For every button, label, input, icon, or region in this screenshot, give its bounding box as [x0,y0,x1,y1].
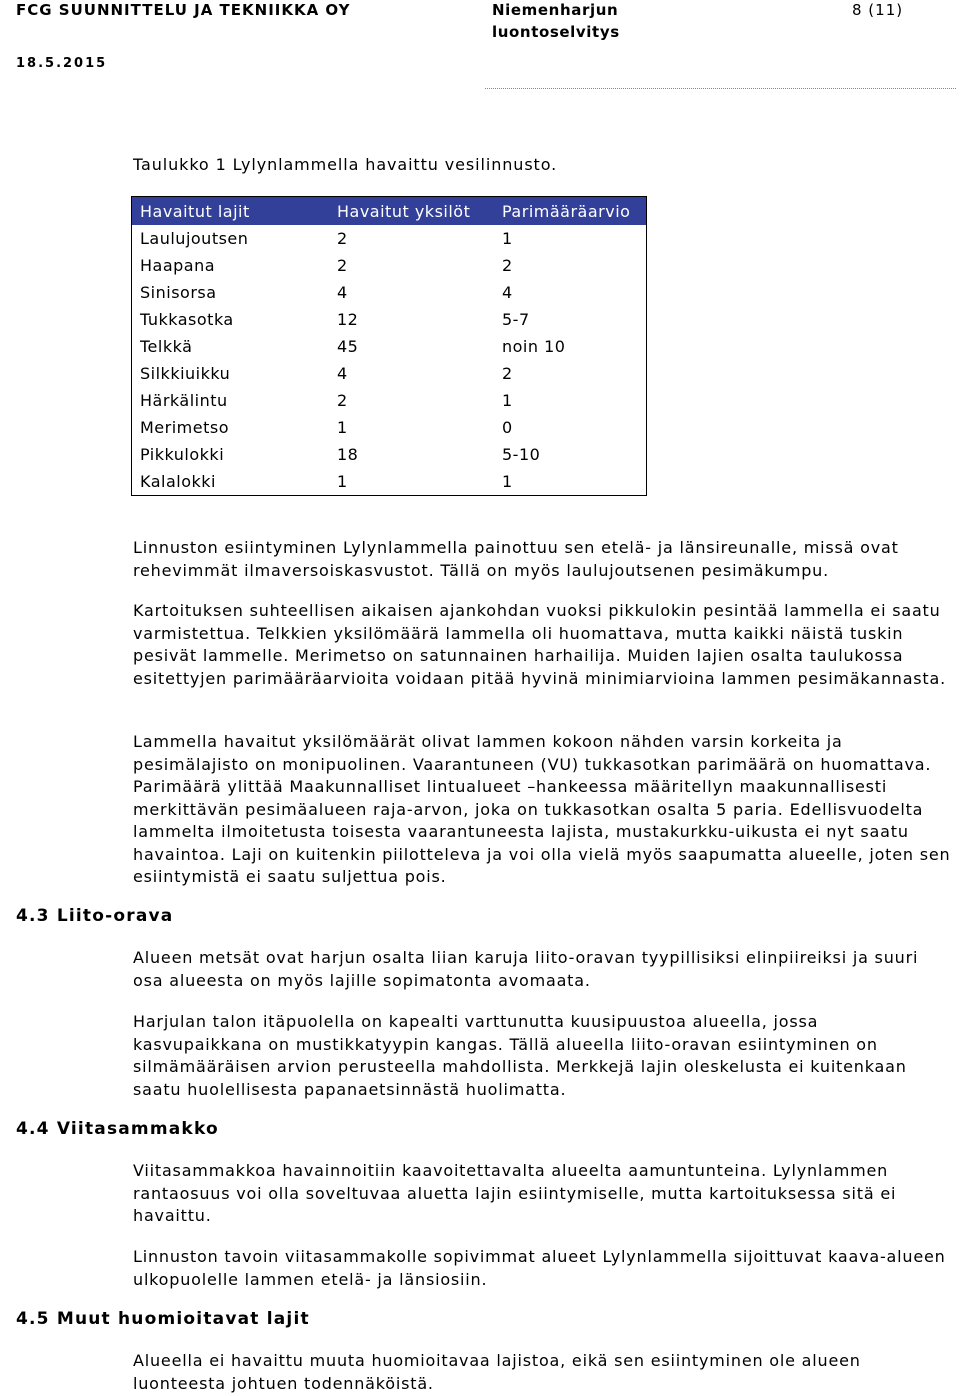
cell-species: Haapana [140,256,216,275]
table-row [132,225,647,252]
document-title-line2: luontoselvitys [492,23,620,41]
cell-individuals: 1 [337,418,348,437]
column-header-individuals: Havaitut yksilöt [329,197,494,226]
cell-individuals: 12 [337,310,359,329]
cell-pairs: 4 [502,283,513,302]
company-name: FCG SUUNNITTELU JA TEKNIIKKA OY [16,1,351,19]
cell-pairs: 2 [502,364,513,383]
paragraph-other-species: Alueella ei havaittu muuta huomioitavaa lajistoa, eikä sen esiintyminen ole alueen luonteesta johtuen todennäköistä. [133,1351,861,1393]
section-heading-moor-frog: 4.4 Viitasammakko [16,1119,219,1139]
column-header-pairs: Parimääräarvio [494,197,647,226]
cell-individuals: 45 [337,337,359,356]
table-row [132,306,647,333]
cell-species: Telkkä [140,337,193,356]
cell-pairs: noin 10 [502,337,566,356]
table-row [132,279,647,306]
table-row [132,252,647,279]
cell-individuals: 2 [337,256,348,275]
paragraph-moor-frog-survey: Viitasammakkoa havainnoitiin kaavoitettavalta alueelta aamuntunteina. Lylynlammen rantaosuus voi olla soveltuvaa aluetta lajin esiintymiselle, mutta kartoituksessa sitä ei havaittu. [133,1161,897,1225]
document-title-line1: Niemenharjun [492,1,619,19]
table-caption: Taulukko 1 Lylynlammella havaittu vesilinnusto. [133,155,558,174]
document-date: 18.5.2015 [16,56,108,71]
table-row [132,414,647,441]
column-header-species: Havaitut lajit [132,197,330,226]
paragraph-bird-abundance: Lammella havaitut yksilömäärät olivat lammen kokoon nähden varsin korkeita ja pesimälajisto on monipuolinen. Vaarantuneen (VU) tukkasotkan parimäärä on huomattava. Parimäärä ylittää Maakunnalliset lintualueet –hankeessa määritellyn maakunnallisesti merkittävän pesimäalueen raja-arvon, joka on tukkasotkan osalta 5 paria. Edellisvuodelta lammelta ilmoitetusta toisesta vaarantuneesta lajista, mustakurkku-uikusta ei nyt saatu havaintoa. Laji on kuitenkin piilotteleva ja voi olla vielä myös saapumatta alueelle, joten sen esiintymistä ei saatu suljettua pois. [133,732,951,886]
cell-pairs: 5-7 [502,310,530,329]
header-divider [485,88,956,89]
cell-species: Laulujoutsen [140,229,249,248]
cell-individuals: 2 [337,391,348,410]
table-row [132,360,647,387]
paragraph-flying-squirrel-survey: Harjulan talon itäpuolella on kapealti varttunutta kuusipuustoa alueella, jossa kasvupaikkana on mustikkatyypin kangas. Tällä alueella liito-oravan esiintyminen on silmämääräisen arvion perusteella mahdollista. Merkkejä lajin oleskelusta ei kuitenkaan saatu huolellisesta papanaetsinnästä huolimatta. [133,1012,907,1099]
cell-species: Sinisorsa [140,283,217,302]
cell-species: Kalalokki [140,472,216,491]
cell-pairs: 2 [502,256,513,275]
cell-individuals: 18 [337,445,359,464]
section-heading-flying-squirrel: 4.3 Liito-orava [16,906,174,926]
cell-pairs: 1 [502,391,513,410]
table-row [132,441,647,468]
document-title [492,0,620,44]
paragraph-bird-distribution: Linnuston esiintyminen Lylynlammella painottuu sen etelä- ja länsireunalle, missä ovat rehevimmät ilmaversoiskasvustot. Tällä on myös laulujoutsenen pesimäkumpu. [133,538,899,580]
cell-pairs: 1 [502,472,513,491]
paragraph-survey-timing: Kartoituksen suhteellisen aikaisen ajankohdan vuoksi pikkulokin pesintää lammella ei saatu varmistettua. Telkkien yksilömäärä lammella oli huomattava, mutta kaikki näistä tuskin pesivät lammelle. Merimetso on satunnainen harhailija. Muiden lajien osalta taulukossa esitettyjen parimääräarvioita voidaan pitää hyvinä minimiarvioina lammen pesimäkannasta. [133,601,947,688]
table-row [132,468,647,496]
bird-table [131,196,647,496]
cell-species: Merimetso [140,418,229,437]
cell-individuals: 1 [337,472,348,491]
section-heading-other-species: 4.5 Muut huomioitavat lajit [16,1309,310,1329]
cell-pairs: 5-10 [502,445,541,464]
cell-individuals: 2 [337,229,348,248]
table-header-row [132,197,647,226]
cell-individuals: 4 [337,283,348,302]
cell-species: Pikkulokki [140,445,225,464]
paragraph-moor-frog-areas: Linnuston tavoin viitasammakolle sopivimmat alueet Lylynlammella sijoittuvat kaava-alueen ulkopuolelle lammen etelä- ja länsiosiin. [133,1247,946,1289]
cell-pairs: 1 [502,229,513,248]
table-row [132,387,647,414]
paragraph-flying-squirrel-habitat: Alueen metsät ovat harjun osalta liian karuja liito-oravan tyypillisiksi elinpiireiksi ja suuri osa alueesta on myös lajille sopimatonta avomaata. [133,948,919,990]
cell-species: Silkkiuikku [140,364,231,383]
cell-species: Tukkasotka [140,310,234,329]
cell-pairs: 0 [502,418,513,437]
cell-individuals: 4 [337,364,348,383]
table-row [132,333,647,360]
page-number: 8 (11) [852,1,904,19]
cell-species: Härkälintu [140,391,228,410]
